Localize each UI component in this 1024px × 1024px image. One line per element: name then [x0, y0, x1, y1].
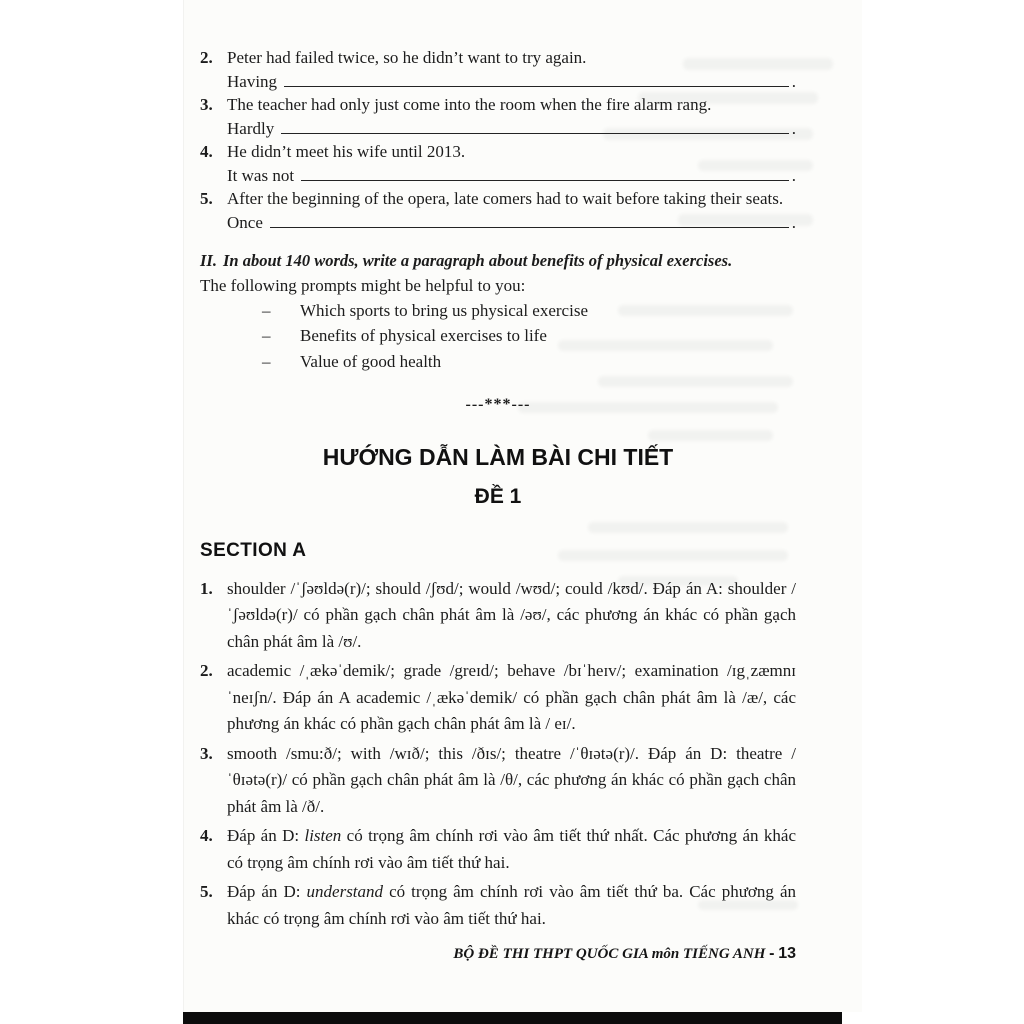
- exercise-item: [200, 187, 796, 234]
- exercise-item: [200, 46, 796, 93]
- answer-blank-rule: [281, 119, 789, 134]
- exercise-body: [227, 46, 796, 93]
- section-a-heading: SECTION A: [200, 540, 307, 561]
- exercise-body: [227, 187, 796, 234]
- answer-text: academic /ˌækəˈdemik/; grade /greɪd/; behave /bɪˈheɪv/; examination /ɪgˌzæmnɪˈneɪʃn/. Đáp án A academic /ˌækəˈdemik/ có phần gạch chân phát âm là /æ/, các phương án khác có phần gạch chân phát âm là / eɪ/.: [227, 661, 796, 733]
- answer-keyword: understand: [306, 882, 384, 901]
- blank-terminator: .: [791, 212, 796, 232]
- answer-text: [227, 823, 796, 876]
- blank-terminator: .: [791, 165, 796, 185]
- answer-text-pre: Đáp án D:: [227, 882, 307, 901]
- prompt-text: Which sports to bring us physical exercise: [300, 300, 588, 320]
- exercise-item: [200, 140, 796, 187]
- exercise-number: 5.: [200, 189, 213, 208]
- answer-item: [200, 879, 796, 932]
- answer-blank-line: [227, 70, 796, 94]
- prompt-item: [262, 299, 796, 323]
- answer-blank-rule: [284, 72, 789, 87]
- answer-list: [200, 576, 796, 933]
- exercise-number: 3.: [200, 95, 213, 114]
- answer-keyword: listen: [304, 826, 342, 845]
- answer-number: 2.: [200, 661, 213, 680]
- answer-blank-line: [227, 164, 796, 188]
- writing-task-heading: [200, 249, 796, 273]
- answer-blank-rule: [270, 213, 789, 228]
- answer-blank-line: [227, 117, 796, 141]
- exercise-sentence: After the beginning of the opera, late comers had to wait before taking their seats.: [227, 189, 784, 208]
- prompt-item: [262, 324, 796, 348]
- dash-bullet: –: [262, 300, 271, 320]
- guide-title: HƯỚNG DẪN LÀM BÀI CHI TIẾT: [322, 444, 674, 470]
- answer-blank-line: [227, 211, 796, 235]
- answer-text-post: có trọng âm chính rơi vào âm tiết thứ ba. Các phương án khác có trọng âm chính rơi vào âm tiết thứ hai.: [227, 882, 796, 928]
- prompt-item: [262, 350, 796, 374]
- answer-stem: Having: [227, 71, 278, 91]
- guide-subtitle: ĐỀ 1: [474, 485, 522, 508]
- footer-book-title: BỘ ĐỀ THI THPT QUỐC GIA môn TIẾNG ANH: [453, 946, 766, 962]
- exercise-body: [227, 93, 796, 140]
- answer-stem: It was not: [227, 165, 295, 185]
- answer-text: smooth /smu:ð/; with /wɪð/; this /ðɪs/; theatre /ˈθɪətə(r)/. Đáp án D: theatre /ˈθɪətə(r)/ có phần gạch chân phát âm là /θ/, các phương án khác có phần gạch chân phát âm là /ð/.: [227, 743, 796, 816]
- answer-item: [200, 658, 796, 738]
- writing-task-intro: The following prompts might be helpful to you:: [200, 275, 526, 295]
- exercise-item: [200, 93, 796, 140]
- answer-text: shoulder /ˈʃəʊldə(r)/; should /ʃʊd/; would /wʊd/; could /kʊd/. Đáp án A: shoulder /ˈʃəʊldə(r)/ có phần gạch chân phát âm là /əʊ/, các phương án khác có phần gạch chân phát âm là /ʊ/.: [227, 578, 796, 651]
- answer-text-pre: Đáp án D:: [227, 826, 305, 845]
- blank-terminator: .: [791, 118, 796, 138]
- scanned-book-page: [183, 0, 862, 1012]
- dash-bullet: –: [262, 351, 271, 371]
- answer-number: 5.: [200, 882, 213, 901]
- section-separator: ---***---: [465, 395, 531, 413]
- page-content: [200, 46, 796, 935]
- exercise-number: 2.: [200, 48, 213, 67]
- answer-item: [200, 576, 796, 656]
- exercise-sentence: The teacher had only just come into the room when the fire alarm rang.: [227, 95, 712, 114]
- writing-task-number: II.: [200, 251, 217, 270]
- answer-text: [227, 879, 796, 932]
- answer-blank-rule: [301, 166, 789, 181]
- exercise-number: 4.: [200, 142, 213, 161]
- answer-item: [200, 741, 796, 821]
- page-footer: [200, 945, 796, 963]
- exercise-sentence: Peter had failed twice, so he didn’t want to try again.: [227, 48, 587, 67]
- answer-number: 3.: [200, 743, 213, 763]
- answer-item: [200, 823, 796, 876]
- scanner-artifact-bottom-bar: [183, 1012, 842, 1024]
- answer-number: 1.: [200, 578, 213, 598]
- dash-bullet: –: [262, 326, 271, 345]
- exercise-body: [227, 140, 796, 187]
- exercise-sentence: He didn’t meet his wife until 2013.: [227, 142, 466, 161]
- answer-text-post: có trọng âm chính rơi vào âm tiết thứ nhất. Các phương án khác có trọng âm chính rơi vào âm tiết thứ hai.: [227, 826, 796, 872]
- answer-number: 4.: [200, 826, 213, 845]
- blank-terminator: .: [791, 71, 796, 91]
- writing-task-instruction: In about 140 words, write a paragraph about benefits of physical exercises.: [222, 251, 733, 270]
- prompt-text: Value of good health: [300, 351, 442, 371]
- footer-dash: -: [769, 945, 775, 962]
- answer-stem: Once: [227, 212, 263, 232]
- footer-page-number: 13: [778, 945, 796, 962]
- prompt-text: Benefits of physical exercises to life: [300, 326, 547, 345]
- answer-stem: Hardly: [227, 118, 275, 138]
